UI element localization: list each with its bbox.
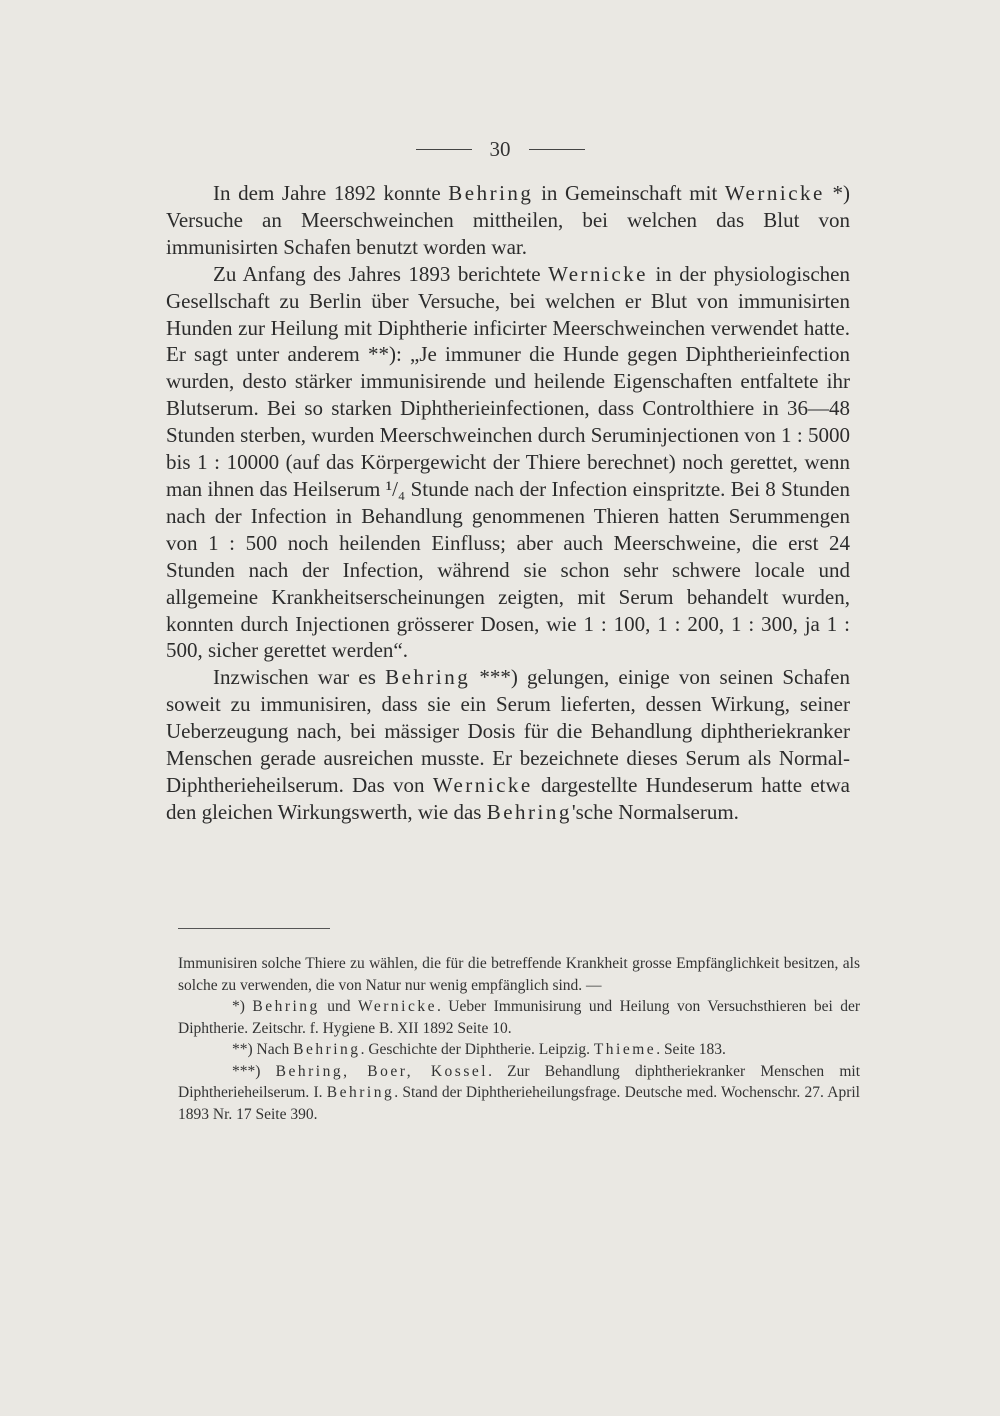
author-name: Wernicke (548, 261, 649, 286)
author-name: Wernicke (432, 772, 533, 797)
author-name: Wernicke (357, 998, 437, 1015)
author-name: Behring (448, 181, 534, 205)
author-name: Wernicke (724, 181, 825, 205)
footnotes (178, 953, 860, 1125)
footnote-1: *) Behring und Wernicke. Ueber Immunisirung und Heilung von Versuchsthieren bei der Diphtherie. Zeitschr. f. Hygiene B. XII 1892 Seite 10. (178, 998, 861, 1037)
footnote-continuation: Immunisiren solche Thiere zu wählen, die für die betreffende Krankheit grosse Empfänglichkeit besitzen, als solche zu verwenden, die von Natur nur wenig empfänglich sind. — (178, 955, 860, 994)
footnote-divider (178, 928, 330, 929)
author-name: Behring (293, 1041, 361, 1058)
header-rule-right (529, 149, 585, 150)
author-name: Behring (385, 665, 471, 690)
footnote-3: ***) Behring, Boer, Kossel. Zur Behandlung diphtheriekranker Menschen mit Diphtherieheilserum. I. Behring. Stand der Diphtherieheilungsfrage. Deutsche med. Wochenschr. 27. April 1893 Nr. 17 Seite 390. (178, 1062, 860, 1123)
author-name: Behring (326, 1084, 395, 1101)
body-text (166, 180, 850, 826)
paragraph-2: Zu Anfang des Jahres 1893 berichtete Wernicke in der physiologischen Gesellschaft zu Berlin über Versuche, bei welchen er Blut von immunisirten Hunden zur Heilung mit Diphtherie inficirter Meerschweinchen verwendet hatte. Er sagt unter anderem **): „Je immuner die Hunde gegen Diphtherieinfection wurden, desto stärker immunisirende und heilende Eigenschaften entfaltete ihr Blutserum. Bei so starken Diphtherieinfectionen, dass Controlthiere in 36—48 Stunden sterben, wurden Meerschweinchen durch Seruminjectionen von 1 : 5000 bis 1 : 10000 (auf das Körpergewicht der Thiere berechnet) noch gerettet, wenn man ihnen das Heilserum ¹/₄ Stunde nach der Infection einspritzte. Bei 8 Stunden nach der Infection in Behandlung genommenen Thieren hatten Serummengen von 1 : 500 noch heilenden Einfluss; aber auch Meerschweine, die erst 24 Stunden nach der Infection, während sie schon sehr schwere locale und allgemeine Krankheitserscheinungen zeigten, mit Serum behandelt wurden, konnten durch Injectionen grösserer Dosen, wie 1 : 100, 1 : 200, 1 : 300, ja 1 : 500, sicher gerettet werden“. (166, 261, 850, 663)
author-name: Behring (486, 799, 572, 824)
publisher-name: Thieme (593, 1041, 657, 1058)
author-name: Behring, Boer, Kossel (275, 1062, 489, 1080)
page-number: 30 (489, 137, 511, 161)
running-head (0, 137, 1000, 162)
footnote-2: **) Nach Behring. Geschichte der Diphtherie. Leipzig. Thieme. Seite 183. (232, 1041, 726, 1058)
paragraph-1: In dem Jahre 1892 konnte Behring in Gemeinschaft mit Wernicke *) Versuche an Meerschweinchen mittheilen, bei welchen das Blut von immunisirten Schafen benutzt worden war. (166, 181, 850, 259)
paragraph-3: Inzwischen war es Behring ***) gelungen, einige von seinen Schafen soweit zu immunisiren, dass sie ein Serum lieferten, dessen Wirkung, seiner Ueberzeugung nach, bei mässiger Dosis für die Behandlung diphtheriekranker Menschen gerade ausreichen musste. Er bezeichnete dieses Serum als Normal-Diphtherieheilserum. Das von Wernicke dargestellte Hundeserum hatte etwa den gleichen Wirkungswerth, wie das Behring'sche Normalserum. (166, 665, 850, 824)
author-name: Behring (252, 998, 320, 1015)
header-rule-left (416, 149, 472, 150)
